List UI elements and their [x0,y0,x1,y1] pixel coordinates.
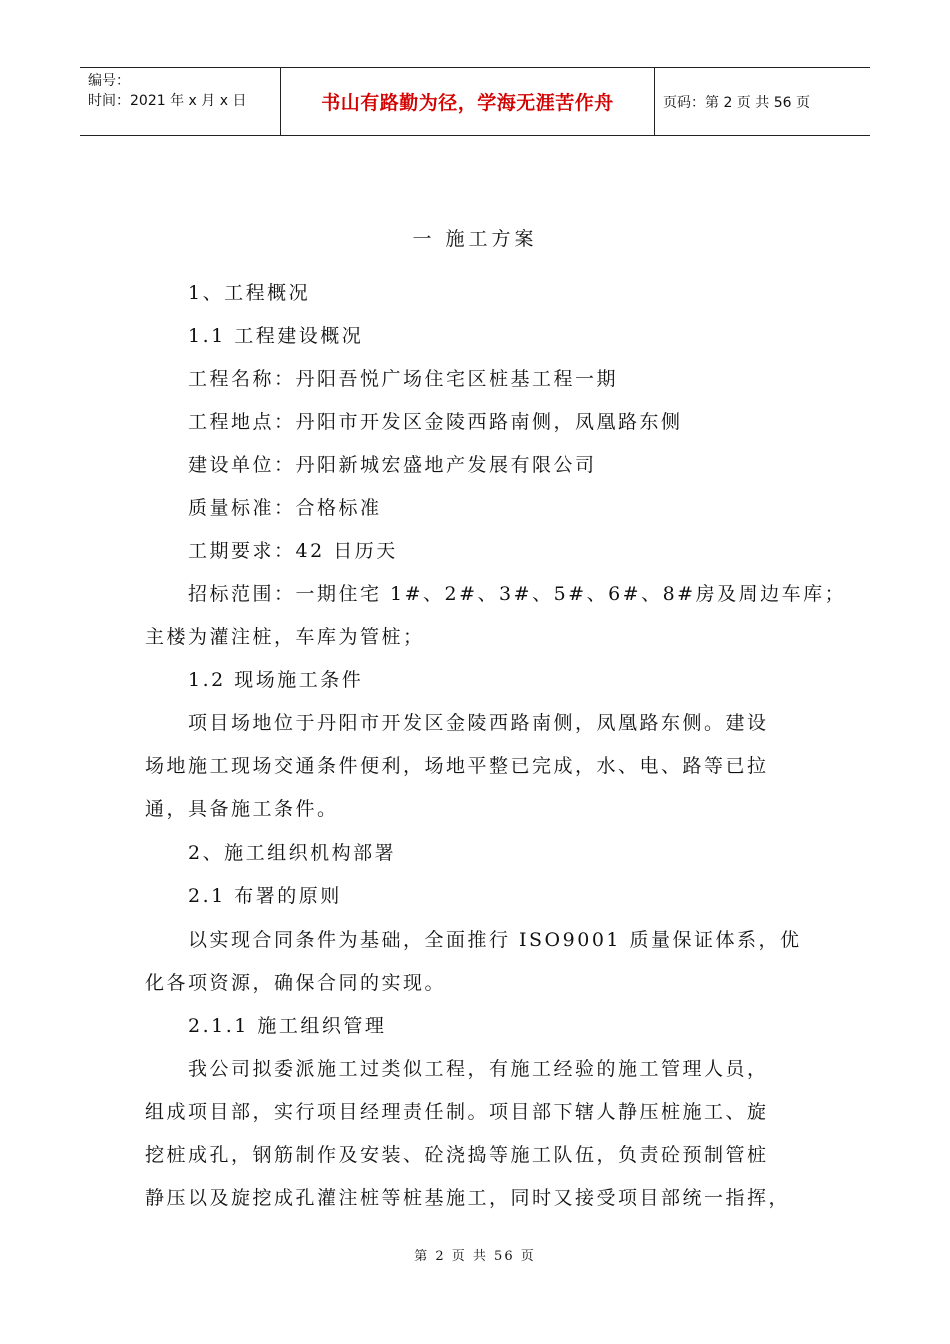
heading-1-1: 1.1 工程建设概况 [188,325,364,347]
site-conditions-line-2: 场地施工现场交通条件便利，场地平整已完成，水、电、路等已拉 [145,755,769,777]
page-info: 页码：第 2 页 共 56 页 [663,94,810,111]
page-footer: 第 2 页 共 56 页 [414,1249,536,1264]
management-line-4: 静压以及旋挖成孔灌注桩等桩基施工，同时又接受项目部统一指挥， [145,1187,791,1209]
project-location: 工程地点：丹阳市开发区金陵西路南侧，凤凰路东侧 [188,411,683,433]
document-header [80,67,870,136]
section-title: 一 施工方案 [412,228,538,250]
management-line-3: 挖桩成孔，钢筋制作及安装、砼浇捣等施工队伍，负责砼预制管桩 [145,1144,769,1166]
management-line-2: 组成项目部，实行项目经理责任制。项目部下辖人静压桩施工、旋 [145,1101,769,1123]
heading-2-1: 2.1 布署的原则 [188,885,342,907]
time-label: 时间：2021 年 x 月 x 日 [88,93,247,109]
principle-line-2: 化各项资源，确保合同的实现。 [145,972,447,994]
header-meta-cell [80,68,281,135]
management-line-1: 我公司拟委派施工过类似工程，有施工经验的施工管理人员， [188,1058,769,1080]
heading-1-2: 1.2 现场施工条件 [188,669,364,691]
duration-requirement: 工期要求：42 日历天 [188,540,398,562]
site-conditions-line-3: 通，具备施工条件。 [145,798,339,820]
heading-2-1-1: 2.1.1 施工组织管理 [188,1015,387,1037]
heading-1: 1、工程概况 [188,282,311,304]
site-conditions-line-1: 项目场地位于丹阳市开发区金陵西路南侧，凤凰路东侧。建设 [188,712,769,734]
heading-2: 2、施工组织机构部署 [188,842,397,864]
code-label: 编号： [88,73,130,89]
motto-text: 书山有路勤为径，学海无涯苦作舟 [321,92,614,114]
project-name: 工程名称：丹阳吾悦广场住宅区桩基工程一期 [188,368,619,390]
header-motto-cell [281,68,655,135]
principle-line-1: 以实现合同条件为基础，全面推行 ISO9001 质量保证体系，优 [188,929,802,951]
bid-scope-continued: 主楼为灌注桩，车库为管桩； [145,626,425,648]
quality-standard: 质量标准：合格标准 [188,497,382,519]
construction-unit: 建设单位：丹阳新城宏盛地产发展有限公司 [188,454,597,476]
bid-scope: 招标范围：一期住宅 1#、2#、3#、5#、6#、8#房及周边车库； [188,583,847,605]
header-page-cell [655,68,870,135]
